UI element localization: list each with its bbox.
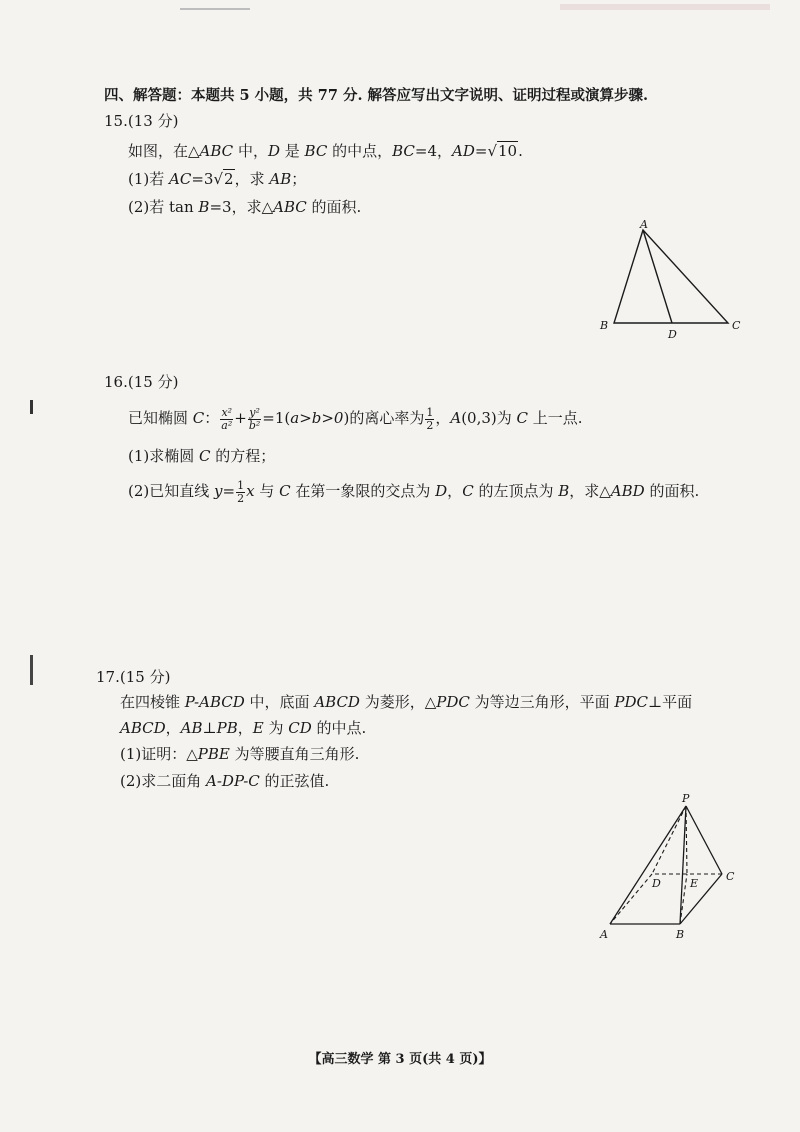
q16-frac-half <box>425 407 434 432</box>
q16-var: A <box>450 409 462 427</box>
q15-header <box>104 111 178 131</box>
q16-header <box>104 372 178 392</box>
q17-text: 为 <box>263 719 289 737</box>
label-e: E <box>690 877 699 890</box>
q15-triangle-figure <box>590 218 760 343</box>
q15-stem-text: 的中点， <box>327 142 393 160</box>
q17-text: ， <box>165 719 181 737</box>
q16-p2-text: (2)已知直线 <box>128 482 215 500</box>
q16-var: C <box>279 482 291 500</box>
q15-number: 15. <box>104 112 128 130</box>
q15-var: BC <box>392 142 415 160</box>
q15-part1: (1)若 AC=3√2，求 AB； <box>128 170 307 188</box>
edge-pd <box>652 806 686 874</box>
q15-stem-text: 是 <box>279 142 305 160</box>
edge-da <box>610 874 652 924</box>
q16-frac-half-2 <box>236 480 245 505</box>
q17-part1 <box>120 744 359 764</box>
q17-text: 为等边三角形，平面 <box>469 693 615 711</box>
q15-part2 <box>128 197 361 217</box>
q17-var: E <box>252 719 264 737</box>
segment-pe <box>686 806 687 874</box>
q17-var: CD <box>288 719 312 737</box>
q15-sqrt: 2 <box>224 170 234 188</box>
q17-var: A-DP-C <box>206 772 260 790</box>
q15-score: (13 分) <box>127 112 179 130</box>
q17-text: ⊥平面 <box>648 693 693 711</box>
q15-var: ABC <box>199 142 234 160</box>
q15-stem: 如图，在△ABC 中，D 是 BC 的中点，BC=4，AD=√10. <box>128 142 523 160</box>
q16-p2-text: = <box>222 482 236 500</box>
q15-var: AD <box>452 142 475 160</box>
label-p: P <box>682 792 690 805</box>
q17-score: (15 分) <box>119 668 171 686</box>
q15-var: AC <box>169 170 192 188</box>
q16-p2-text: ，求△ <box>569 482 611 500</box>
q17-part2 <box>120 771 329 791</box>
q16-p2-text: ， <box>447 482 463 500</box>
q15-var: D <box>267 142 280 160</box>
median-ad <box>643 230 672 323</box>
label-a: A <box>600 928 608 941</box>
q16-stem-text: ： <box>204 409 220 427</box>
page-footer: 【高三数学 第 3 页(共 4 页)】 <box>308 1052 492 1067</box>
q16-stem-text: + <box>234 409 247 427</box>
q15-stem-text: =4， <box>414 142 452 160</box>
q16-var: C <box>192 409 205 427</box>
q16-part2 <box>128 476 699 506</box>
q16-p2-text: 的面积. <box>644 482 700 500</box>
q16-frac-y2-b2 <box>248 407 261 432</box>
label-c: C <box>726 870 735 883</box>
label-c: C <box>732 319 741 332</box>
q15-var: B <box>198 198 210 216</box>
scan-edge-left-1 <box>30 400 33 414</box>
q17-text: 为菱形，△ <box>359 693 437 711</box>
q17-pyramid-figure <box>596 792 756 942</box>
q16-var: a>b>0 <box>290 409 344 427</box>
section-heading: 四、解答题：本题共 5 小题，共 77 分. 解答应写出文字说明、证明过程或演算步骤. <box>104 87 649 104</box>
q16-frac-x2-a2 <box>220 407 233 432</box>
label-d: D <box>668 328 677 341</box>
q17-p1-text: 为等腰直角三角形. <box>229 745 360 763</box>
q16-var: D <box>435 482 448 500</box>
q15-var: ABC <box>273 198 307 216</box>
q17-var: PDC <box>614 693 649 711</box>
q17-p1-text: (1)证明：△ <box>120 745 198 763</box>
q17-var: PBE <box>197 745 230 763</box>
q17-var: PDC <box>436 693 470 711</box>
q15-p1-text: =3 <box>191 170 214 188</box>
q17-var: ABCD <box>120 719 166 737</box>
q16-var: y <box>214 482 223 500</box>
q16-p2-text: 的左顶点为 <box>473 482 559 500</box>
q16-stem-text: ， <box>435 409 451 427</box>
q17-text: ， <box>237 719 253 737</box>
q16-var: B <box>558 482 570 500</box>
q15-sqrt: 10 <box>498 142 518 160</box>
q16-stem-text: 上一点. <box>528 409 583 427</box>
q15-p1-text: ； <box>291 170 307 188</box>
q16-part1 <box>128 446 275 466</box>
q15-stem-text: = <box>474 142 488 160</box>
q15-p2-text: 的面积. <box>306 198 362 216</box>
q17-p2-text: (2)求二面角 <box>120 772 207 790</box>
q17-var: ABCD <box>314 693 360 711</box>
q17-var: P-ABCD <box>184 693 245 711</box>
label-b: B <box>600 319 609 332</box>
edge-pa <box>610 806 686 924</box>
q17-text: 的中点. <box>311 719 367 737</box>
frac-den: 2 <box>237 491 245 505</box>
q15-p2-text: =3，求△ <box>209 198 274 216</box>
q17-text: 在四棱锥 <box>120 693 185 711</box>
q17-line2 <box>120 718 366 738</box>
q16-stem-text: (0,3)为 <box>461 409 517 427</box>
q17-p2-text: 的正弦值. <box>259 772 330 790</box>
q16-var: C <box>462 482 474 500</box>
frac-den: b² <box>248 418 261 432</box>
q15-p2-text: (2)若 tan <box>128 198 199 216</box>
q17-text: 中，底面 <box>244 693 315 711</box>
q17-header <box>96 667 170 687</box>
q16-stem <box>128 403 583 433</box>
q16-var: C <box>516 409 529 427</box>
scan-mark-top-left <box>180 8 250 10</box>
frac-num: 1 <box>237 478 245 492</box>
label-d: D <box>652 877 661 890</box>
frac-num: 1 <box>426 405 434 419</box>
q16-stem-text: )的离心率为 <box>343 409 425 427</box>
q15-p1-text: ，求 <box>234 170 270 188</box>
q16-stem-text: =1( <box>262 409 291 427</box>
q15-var: BC <box>304 142 328 160</box>
q15-var: AB <box>269 170 292 188</box>
frac-num: x² <box>221 405 233 419</box>
edge-pc <box>686 806 722 874</box>
q16-var: ABD <box>610 482 645 500</box>
frac-den: a² <box>221 418 233 432</box>
triangle-abc <box>614 230 728 323</box>
q15-p1-text: (1)若 <box>128 170 170 188</box>
q16-p2-text: 与 <box>254 482 280 500</box>
q15-stem-text: 如图，在△ <box>128 142 200 160</box>
frac-den: 2 <box>426 418 434 432</box>
label-b: B <box>676 928 685 941</box>
q15-stem-text: . <box>518 142 523 160</box>
q16-var: x <box>246 482 255 500</box>
scan-mark-top-right <box>560 4 770 10</box>
q17-var: PB <box>216 719 238 737</box>
q17-text: ⊥ <box>202 719 217 737</box>
q16-var: C <box>199 447 211 465</box>
q16-p2-text: 在第一象限的交点为 <box>290 482 436 500</box>
q16-score: (15 分) <box>127 373 179 391</box>
label-a: A <box>640 218 648 231</box>
q16-number: 16. <box>104 373 128 391</box>
q16-p1-text: (1)求椭圆 <box>128 447 200 465</box>
q17-line1 <box>120 692 692 712</box>
q16-p1-text: 的方程； <box>210 447 276 465</box>
q17-number: 17. <box>96 668 120 686</box>
q17-var: AB <box>180 719 203 737</box>
q15-stem-text: 中， <box>233 142 268 160</box>
scan-edge-left-2 <box>30 655 33 685</box>
frac-num: y² <box>249 405 260 419</box>
q16-stem-text: 已知椭圆 <box>128 409 193 427</box>
